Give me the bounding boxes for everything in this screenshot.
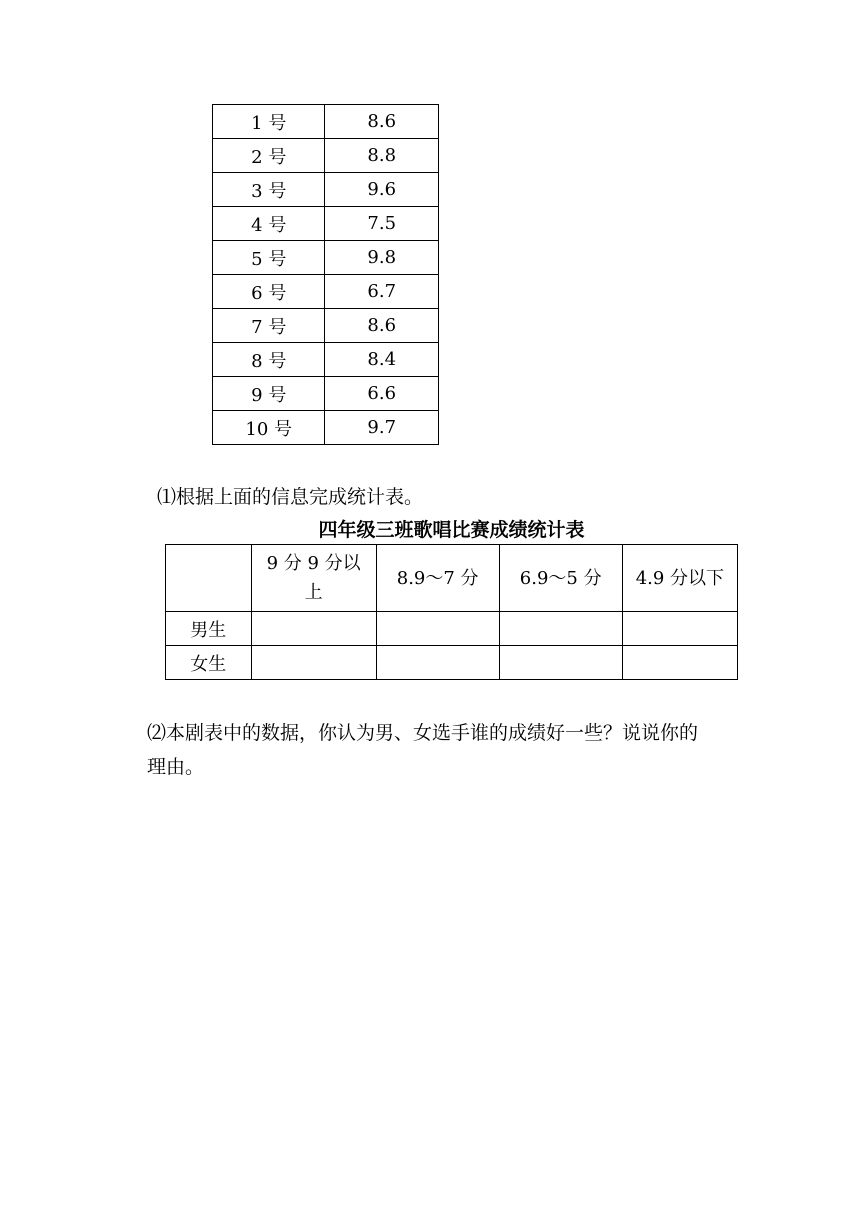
stats-row-label: 男生 [166,612,252,646]
stats-header-cell: 9 分 9 分以上 [251,545,376,612]
table-row [213,207,439,241]
stats-cell[interactable] [622,646,737,680]
contestant-number: 4 号 [213,207,325,241]
stats-row-male [166,612,738,646]
score-table [212,104,439,445]
contestant-score: 6.7 [325,275,439,309]
stats-table [165,544,738,680]
contestant-score: 7.5 [325,207,439,241]
question-2-line-1: ⑵本剧表中的数据，你认为男、女选手谁的成绩好一些？说说你的 [147,722,699,744]
stats-table-title: 四年级三班歌唱比赛成绩统计表 [318,519,585,541]
table-row [213,241,439,275]
stats-cell[interactable] [376,612,499,646]
table-row [213,377,439,411]
question-2 [147,716,747,784]
question-1: ⑴根据上面的信息完成统计表。 [157,486,424,508]
contestant-score: 9.8 [325,241,439,275]
table-row [213,411,439,445]
table-row [213,343,439,377]
contestant-score: 8.6 [325,105,439,139]
stats-cell[interactable] [251,646,376,680]
stats-header-cell: 6.9～5 分 [499,545,622,612]
stats-header-corner [166,545,252,612]
stats-cell[interactable] [622,612,737,646]
contestant-score: 9.6 [325,173,439,207]
contestant-number: 9 号 [213,377,325,411]
table-row [213,105,439,139]
contestant-number: 6 号 [213,275,325,309]
stats-header-cell: 4.9 分以下 [622,545,737,612]
stats-row-female [166,646,738,680]
question-2-line-2: 理由。 [147,756,205,778]
contestant-score: 8.4 [325,343,439,377]
contestant-score: 8.8 [325,139,439,173]
contestant-number: 1 号 [213,105,325,139]
stats-header-row [166,545,738,612]
contestant-number: 5 号 [213,241,325,275]
contestant-score: 9.7 [325,411,439,445]
contestant-number: 7 号 [213,309,325,343]
stats-cell[interactable] [251,612,376,646]
contestant-number: 8 号 [213,343,325,377]
stats-row-label: 女生 [166,646,252,680]
contestant-score: 8.6 [325,309,439,343]
table-row [213,173,439,207]
stats-cell[interactable] [499,612,622,646]
stats-header-cell: 8.9～7 分 [376,545,499,612]
contestant-number: 3 号 [213,173,325,207]
contestant-number: 10 号 [213,411,325,445]
contestant-number: 2 号 [213,139,325,173]
stats-cell[interactable] [376,646,499,680]
table-row [213,309,439,343]
table-row [213,275,439,309]
contestant-score: 6.6 [325,377,439,411]
stats-cell[interactable] [499,646,622,680]
table-row [213,139,439,173]
